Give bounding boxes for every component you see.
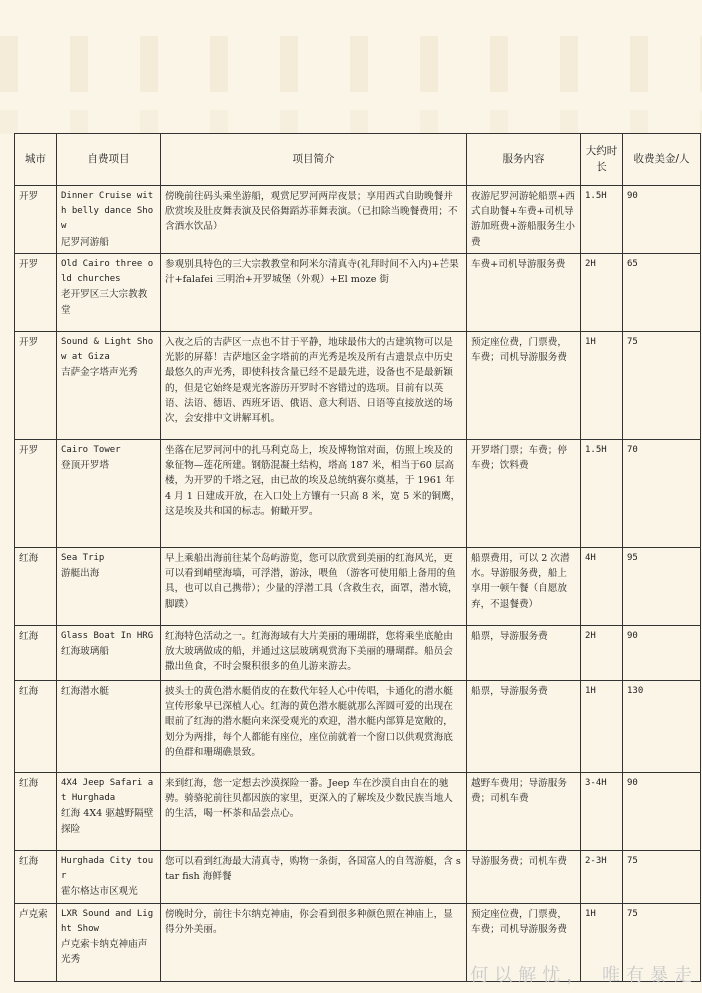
table-row [15, 186, 701, 254]
city-cell: 红海 [15, 681, 57, 773]
price-cell: 90 [623, 773, 701, 851]
table-row [15, 440, 701, 548]
duration-cell: 4H [581, 548, 623, 626]
city-cell: 开罗 [15, 254, 57, 332]
table-row [15, 681, 701, 773]
price-cell: 75 [623, 851, 701, 904]
service-cell: 预定座位费，门票费，车费；司机导游服务费 [467, 903, 581, 981]
intro-cell: 您可以看到红海最大清真寺，购物一条街，各国富人的自驾游艇，含 star fish 海鲜餐 [161, 851, 467, 904]
item-cell [57, 332, 161, 440]
decorative-banner-lower [0, 110, 702, 134]
duration-cell: 1H [581, 332, 623, 440]
intro-cell: 早上乘船出海前往某个岛屿游览，您可以欣赏到美丽的红海风光，更可以看到峭壁海墙，可浮潜，游泳，喂鱼 （游客可使用船上备用的鱼具，也可以自己携带）；少量的浮潜工具（含救生衣，面罩，潜水镜，脚蹼） [161, 548, 467, 626]
intro-cell: 披头士的黄色潜水艇俏皮的在数代年轻人心中传唱，卡通化的潜水艇宣传形象早已深植人心。红海的黄色潜水艇就那么浑圆可爱的出现在眼前了红海的潜水艇向来深受观光的欢迎，潜水艇内部算是宽敞的，划分为两排，每个人都能有座位，座位前就着一个窗口以供观赏海底的鱼群和珊瑚礁景致。 [161, 681, 467, 773]
footer-motto: 何以解忧， 唯有暴走 [470, 965, 698, 986]
intro-cell: 入夜之后的吉萨区一点也不甘于平静，地球最伟大的古建筑物可以是光影的屏幕！吉萨地区金字塔前的声光秀是埃及所有古遗景点中历史最悠久的声光秀，即使科技含量已经不是最先进，设备也不是最新颖的，但是它始终是观光客游历开罗时不容错过的选项。目前有以英语、法语、德语、西班牙语、俄语、意大利语、日语等直接放送的场次，会安排中文讲解耳机。 [161, 332, 467, 440]
decorative-banner [0, 36, 702, 92]
city-cell: 开罗 [15, 440, 57, 548]
city-cell: 红海 [15, 851, 57, 904]
service-cell: 预定座位费，门票费，车费；司机导游服务费 [467, 332, 581, 440]
item-name-zh: 红海潜水艇 [61, 686, 109, 697]
service-cell: 船票，导游服务费 [467, 681, 581, 773]
table-header-row [15, 134, 701, 186]
item-cell [57, 440, 161, 548]
intro-cell: 坐落在尼罗河河中的扎马利克岛上，埃及博物馆对面，仿照上埃及的象征物—莲花所建。钢筋混凝土结构，塔高 187 米，相当于60 层高楼，为开罗的千塔之冠，由已故的埃及总统纳赛尔奠基，于 1961 年 4 月 1 日建成开放，在入口处上方镶有一只高 8 米，宽 5 米的铜鹰，这是埃及共和国的标志。俯瞰开罗。 [161, 440, 467, 548]
table-row [15, 851, 701, 904]
city-cell: 开罗 [15, 332, 57, 440]
item-name-en: LXR Sound and Light Show [61, 908, 154, 934]
item-cell [57, 254, 161, 332]
header-duration: 大约时长 [581, 134, 623, 186]
item-name-en: Sound & Light Show at Giza [61, 337, 154, 363]
service-cell: 越野车费用；导游服务费；司机车费 [467, 773, 581, 851]
item-name-zh: 卢克索卡纳克神庙声光秀 [61, 939, 148, 966]
service-cell: 船票费用，可以 2 次潜水。导游服务费，船上享用一顿午餐（自愿放弃，不退餐费） [467, 548, 581, 626]
item-name-en: Sea Trip [61, 553, 105, 563]
item-name-zh: 游艇出海 [61, 568, 100, 580]
header-city: 城市 [15, 134, 57, 186]
city-cell: 红海 [15, 548, 57, 626]
intro-cell: 红海特色活动之一。红海海域有大片美丽的珊瑚群，您将乘坐底舱由放大玻璃做成的船，并通过这层玻璃观赏海下美丽的珊瑚群。船员会撒出鱼食，不时会聚积很多的鱼儿游来游去。 [161, 626, 467, 681]
item-name-en: 4X4 Jeep Safari at Hurghada [61, 778, 154, 804]
intro-cell: 傍晚时分，前往卡尔纳克神庙，你会看到很多种颜色照在神庙上，显得分外美丽。 [161, 903, 467, 981]
item-name-en: Glass Boat In HRG [61, 631, 154, 641]
header-intro: 项目简介 [161, 134, 467, 186]
city-cell: 卢克索 [15, 903, 57, 981]
intro-cell: 傍晚前往码头乘坐游船，观赏尼罗河两岸夜景；享用西式自助晚餐并欣赏埃及肚皮舞表演及民俗舞蹈苏菲舞表演。（已扣除当晚餐费用；不含酒水饮品） [161, 186, 467, 254]
item-name-en: Old Cairo three old churches [61, 259, 154, 285]
service-cell: 车费+司机导游服务费 [467, 254, 581, 332]
duration-cell: 1H [581, 903, 623, 981]
item-name-zh: 红海 4X4 驱越野隔壁探险 [61, 808, 154, 835]
price-cell: 90 [623, 626, 701, 681]
excursion-price-table [14, 133, 701, 982]
item-cell [57, 186, 161, 254]
item-cell [57, 681, 161, 773]
service-cell: 夜游尼罗河游轮船票+西式自助餐+车费+司机导游加班费+游船服务生小费 [467, 186, 581, 254]
item-name-zh: 老开罗区三大宗教教堂 [61, 289, 148, 316]
item-cell [57, 773, 161, 851]
intro-cell: 来到红海，您一定想去沙漠探险一番。Jeep 车在沙漠自由自在的驰骋。骑骆驼前往贝都因族的家里，更深入的了解埃及少数民族当地人的生活，喝一杯茶和品尝点心。 [161, 773, 467, 851]
table-row [15, 548, 701, 626]
item-name-zh: 红海玻璃船 [61, 646, 109, 658]
service-cell: 船票，导游服务费 [467, 626, 581, 681]
duration-cell: 1.5H [581, 440, 623, 548]
table-row [15, 626, 701, 681]
item-name-en: Dinner Cruise with belly dance Show [61, 191, 154, 232]
city-cell: 开罗 [15, 186, 57, 254]
service-cell: 导游服务费；司机车费 [467, 851, 581, 904]
price-cell: 75 [623, 903, 701, 981]
item-cell [57, 903, 161, 981]
table-row [15, 254, 701, 332]
header-price: 收费美金/人 [623, 134, 701, 186]
item-cell [57, 626, 161, 681]
price-cell: 70 [623, 440, 701, 548]
header-service: 服务内容 [467, 134, 581, 186]
item-name-zh: 尼罗河游船 [61, 236, 109, 248]
duration-cell: 3-4H [581, 773, 623, 851]
duration-cell: 2H [581, 626, 623, 681]
duration-cell: 2-3H [581, 851, 623, 904]
duration-cell: 1H [581, 681, 623, 773]
item-cell [57, 851, 161, 904]
service-cell: 开罗塔门票；车费；停车费；饮料费 [467, 440, 581, 548]
item-name-zh: 霍尔格达市区观光 [61, 886, 138, 898]
price-cell: 90 [623, 186, 701, 254]
price-cell: 65 [623, 254, 701, 332]
duration-cell: 1.5H [581, 186, 623, 254]
intro-cell: 参观别具特色的三大宗教教堂和阿米尔清真寺(礼拜时间不入内)+芒果汁+falafei 三明治+开罗城堡（外观）+El moze 街 [161, 254, 467, 332]
item-name-zh: 吉萨金字塔声光秀 [61, 367, 138, 379]
table-row [15, 332, 701, 440]
city-cell: 红海 [15, 773, 57, 851]
item-cell [57, 548, 161, 626]
header-item: 自费项目 [57, 134, 161, 186]
city-cell: 红海 [15, 626, 57, 681]
item-name-en: Hurghada City tour [61, 856, 154, 882]
table-row [15, 773, 701, 851]
price-cell: 95 [623, 548, 701, 626]
price-cell: 130 [623, 681, 701, 773]
price-cell: 75 [623, 332, 701, 440]
item-name-en: Cairo Tower [61, 445, 121, 455]
duration-cell: 2H [581, 254, 623, 332]
item-name-zh: 登顶开罗塔 [61, 460, 109, 472]
